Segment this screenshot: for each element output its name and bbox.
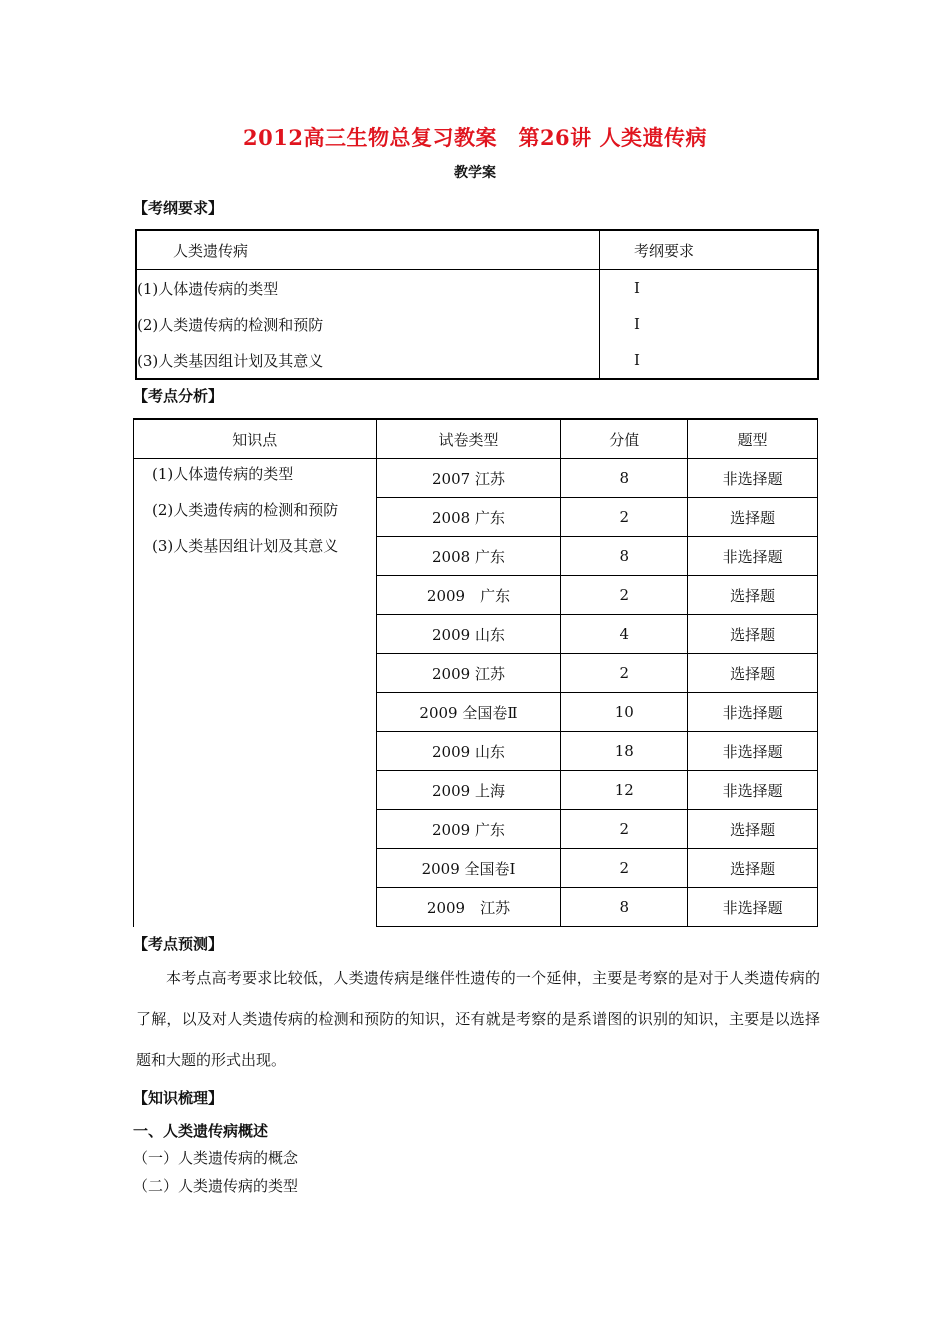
header-disease: 人类遗传病 [136, 230, 600, 270]
score-cell: 2 [561, 576, 688, 615]
score-cell: 2 [561, 810, 688, 849]
table-row [136, 270, 818, 307]
score-cell: 2 [561, 654, 688, 693]
score-cell: 4 [561, 615, 688, 654]
knowledge-point: (1)人体遗传病的类型 [152, 465, 294, 483]
section-heading-analysis: 【考点分析】 [133, 387, 224, 405]
paper-cell: 2009 全国卷Ⅰ [376, 849, 561, 888]
document-title: 2012高三生物总复习教案 第26讲 人类遗传病 [243, 125, 707, 150]
type-cell: 非选择题 [688, 732, 818, 771]
syllabus-item: (1)人体遗传病的类型 [136, 270, 600, 307]
score-cell: 8 [561, 888, 688, 927]
type-cell: 非选择题 [688, 459, 818, 498]
type-cell: 非选择题 [688, 693, 818, 732]
table-header-row [136, 230, 818, 270]
type-cell: 非选择题 [688, 771, 818, 810]
header-paper-type: 试卷类型 [376, 419, 561, 459]
forecast-paragraph: 本考点高考要求比较低，人类遗传病是继伴性遗传的一个延伸，主要是考察的是对于人类遗传病的了解，以及对人类遗传病的检测和预防的知识，还有就是考察的是系谱图的识别的知识，主要是以选择题和大题的形式出现。 [136, 969, 820, 1069]
score-cell: 18 [561, 732, 688, 771]
syllabus-item: (2)人类遗传病的检测和预防 [136, 306, 600, 342]
syllabus-item: (3)人类基因组计划及其意义 [136, 342, 600, 379]
type-cell: 非选择题 [688, 537, 818, 576]
table-row [136, 306, 818, 342]
score-cell: 2 [561, 498, 688, 537]
outline-part-1: 一、人类遗传病概述 [133, 1122, 269, 1140]
type-cell: 选择题 [688, 654, 818, 693]
knowledge-points-cell [134, 459, 377, 927]
type-cell: 非选择题 [688, 888, 818, 927]
analysis-table [133, 418, 818, 927]
section-heading-forecast: 【考点预测】 [133, 935, 224, 953]
outline-sub-1: （一）人类遗传病的概念 [133, 1149, 299, 1167]
section-heading-syllabus: 【考纲要求】 [133, 199, 224, 217]
header-score: 分值 [561, 419, 688, 459]
header-question-type: 题型 [688, 419, 818, 459]
knowledge-point: (2)人类遗传病的检测和预防 [152, 501, 339, 519]
paper-cell: 2009 山东 [376, 732, 561, 771]
paper-cell: 2009 上海 [376, 771, 561, 810]
syllabus-level: I [634, 279, 640, 297]
score-cell: 8 [561, 459, 688, 498]
score-cell: 10 [561, 693, 688, 732]
paper-cell: 2007 江苏 [376, 459, 561, 498]
score-cell: 8 [561, 537, 688, 576]
type-cell: 选择题 [688, 576, 818, 615]
outline-sub-2: （二）人类遗传病的类型 [133, 1177, 299, 1195]
score-cell: 2 [561, 849, 688, 888]
paper-cell: 2009 广东 [376, 810, 561, 849]
score-cell: 12 [561, 771, 688, 810]
type-cell: 选择题 [688, 810, 818, 849]
syllabus-level: I [634, 351, 640, 369]
paper-cell: 2008 广东 [376, 498, 561, 537]
type-cell: 选择题 [688, 498, 818, 537]
header-knowledge-point: 知识点 [134, 419, 377, 459]
header-requirement: 考纲要求 [600, 230, 819, 270]
paper-cell: 2009 江苏 [376, 654, 561, 693]
paper-cell: 2009 江苏 [376, 888, 561, 927]
paper-cell: 2009 全国卷Ⅱ [376, 693, 561, 732]
section-heading-review: 【知识梳理】 [133, 1089, 224, 1107]
table-row [136, 342, 818, 379]
type-cell: 选择题 [688, 615, 818, 654]
document-subtitle: 教学案 [454, 165, 496, 181]
paper-cell: 2009 广东 [376, 576, 561, 615]
paper-cell: 2009 山东 [376, 615, 561, 654]
syllabus-level: I [634, 315, 640, 333]
table-row [134, 459, 818, 498]
type-cell: 选择题 [688, 849, 818, 888]
table-header-row [134, 419, 818, 459]
knowledge-point: (3)人类基因组计划及其意义 [152, 537, 339, 555]
syllabus-table [135, 229, 819, 380]
paper-cell: 2008 广东 [376, 537, 561, 576]
